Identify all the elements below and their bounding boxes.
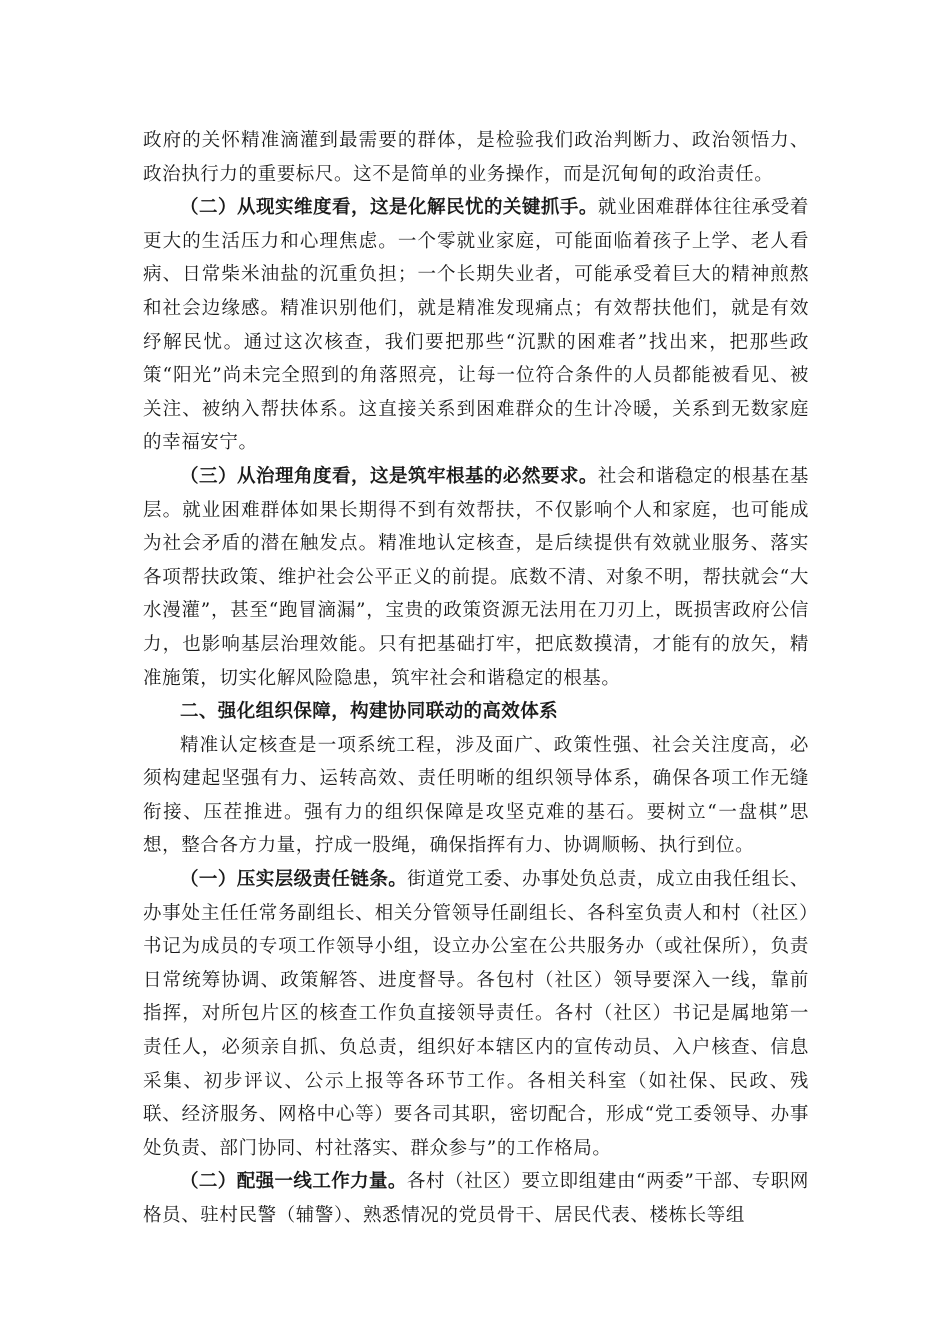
document-body — [143, 124, 809, 1233]
paragraph-text: 精准认定核查是一项系统工程，涉及面广、政策性强、社会关注度高，必须构建起坚强有力、运转高效、责任明晰的组织领导体系，确保各项工作无缝衔接、压茬推进。强有力的组织保障是攻坚克难的基石。要树立“一盘棋”思想，整合各方力量，拧成一股绳，确保指挥有力、协调顺畅、执行到位。 — [143, 734, 809, 857]
paragraph-text: 各村（社区）要立即组建由“两委”干部、专职网格员、驻村民警（辅警）、熟悉情况的党员骨干、居民代表、楼栋长等组 — [143, 1171, 809, 1226]
section-heading: 二、强化组织保障，构建协同联动的高效体系 — [180, 701, 559, 723]
paragraph-text: 街道党工委、办事处负总责，成立由我任组长、办事处主任任常务副组长、相关分管领导任副组长、各科室负责人和村（社区）书记为成员的专项工作领导小组，设立办公室在公共服务办（或社保所），负责日常统筹协调、政策解答、进度督导。各包村（社区）领导要深入一线，靠前指挥，对所包片区的核查工作负直接领导责任。各村（社区）书记是属地第一责任人，必须亲自抓、负总责，组织好本辖区内的宣传动员、入户核查、信息采集、初步评议、公示上报等各环节工作。各相关科室（如社保、民政、残联、经济服务、网格中心等）要各司其职，密切配合，形成“党工委领导、办事处负责、部门协同、村社落实、群众参与”的工作格局。 — [143, 869, 809, 1159]
paragraph-governance-angle — [143, 460, 809, 695]
paragraph-lead: （二）从现实维度看，这是化解民忧的关键抓手。 — [180, 197, 598, 219]
paragraph-frontline-force — [143, 1165, 809, 1232]
paragraph-lead: （二）配强一线工作力量。 — [180, 1171, 407, 1193]
paragraph-text: 社会和谐稳定的根基在基层。就业困难群体如果长期得不到有效帮扶，不仅影响个人和家庭，也可能成为社会矛盾的潜在触发点。精准地认定核查，是后续提供有效就业服务、落实各项帮扶政策、维护社会公平正义的前提。底数不清、对象不明，帮扶就会“大水漫灌”，甚至“跑冒滴漏”，宝贵的政策资源无法用在刀刃上，既损害政府公信力，也影响基层治理效能。只有把基础打牢，把底数摸清，才能有的放矢，精准施策，切实化解风险隐患，筑牢社会和谐稳定的根基。 — [143, 465, 809, 689]
paragraph-lead: （一）压实层级责任链条。 — [180, 869, 408, 891]
paragraph-lead: （三）从治理角度看，这是筑牢根基的必然要求。 — [180, 465, 598, 487]
paragraph-responsibility-chain — [143, 863, 809, 1165]
paragraph-reality-dimension — [143, 191, 809, 460]
paragraph-text: 政府的关怀精准滴灌到最需要的群体，是检验我们政治判断力、政治领悟力、政治执行力的重要标尺。这不是简单的业务操作，而是沉甸甸的政治责任。 — [143, 130, 809, 185]
paragraph-text: 就业困难群体往往承受着更大的生活压力和心理焦虑。一个零就业家庭，可能面临着孩子上学、老人看病、日常柴米油盐的沉重负担；一个长期失业者，可能承受着巨大的精神煎熬和社会边缘感。精准识别他们，就是精准发现痛点；有效帮扶他们，就是有效纾解民忧。通过这次核查，我们要把那些“沉默的困难者”找出来，把那些政策“阳光”尚未完全照到的角落照亮，让每一位符合条件的人员都能被看见、被关注、被纳入帮扶体系。这直接关系到困难群众的生计冷暖，关系到无数家庭的幸福安宁。 — [143, 197, 809, 454]
paragraph-system-engineering — [143, 729, 809, 863]
paragraph-continuation — [143, 124, 809, 191]
